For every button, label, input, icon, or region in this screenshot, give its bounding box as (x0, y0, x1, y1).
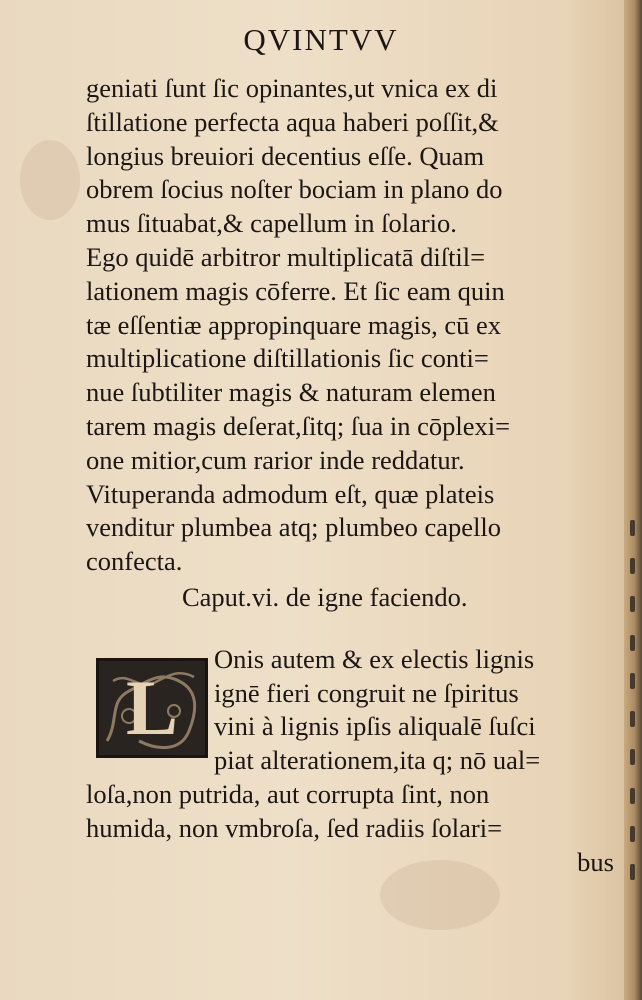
text-line: nue ſubtiliter magis & naturam elemen (86, 377, 496, 408)
next-page-marks (630, 520, 640, 880)
text-line: Ego quidē arbitror multiplicatā diſtil= (86, 241, 486, 272)
running-head: QVINTVV (243, 22, 399, 57)
paper-stain (20, 140, 80, 220)
text-line: tæ eſſentiæ appropinquare magis, cū ex (86, 309, 502, 340)
text-line: Vituperanda admodum eſt, quæ plateis (86, 478, 495, 509)
body-text (86, 72, 616, 879)
initial-letter: L (125, 664, 179, 751)
text-line: Onis autem & ex electis lignis (214, 643, 535, 674)
text-line: geniati ſunt ſic opinantes,ut vnica ex di (86, 73, 498, 103)
text-line: ignē fieri congruit ne ſpiritus (214, 677, 519, 708)
decorated-initial (96, 658, 208, 758)
text-line: loſa,non putrida, aut corrupta ſint, non (86, 778, 490, 809)
text-line: mus ſituabat,& capellum in ſolario. (86, 208, 457, 239)
text-line: longius breuiori decentius eſſe. Quam (86, 140, 485, 171)
text-line: tarem magis deſerat,ſitq; ſua in cōplexi= (86, 410, 511, 441)
chapter-heading: Caput.vi. de igne faciendo. (182, 581, 468, 612)
text-line: venditur plumbea atq; plumbeo capello (86, 512, 502, 543)
text-line: confecta. (86, 546, 183, 577)
text-line: piat alterationem,ita q; nō ual= (214, 745, 541, 776)
text-line: vini à lignis ipſis aliqualē ſuſci (214, 711, 536, 742)
text-line: ſtillatione perfecta aqua haberi poſſit,& (86, 106, 499, 137)
catchword: bus (577, 846, 614, 877)
page-edge (624, 0, 642, 1000)
text-line: humida, non vmbroſa, ſed radiis ſolari= (86, 812, 503, 843)
text-line: lationem magis cōferre. Et ſic eam quin (86, 275, 505, 306)
text-line: multiplicatione diſtillationis ſic conti= (86, 343, 489, 374)
text-line: one mitior,cum rarior inde reddatur. (86, 444, 465, 475)
text-line: obrem ſocius noſter bociam in plano do (86, 174, 503, 205)
